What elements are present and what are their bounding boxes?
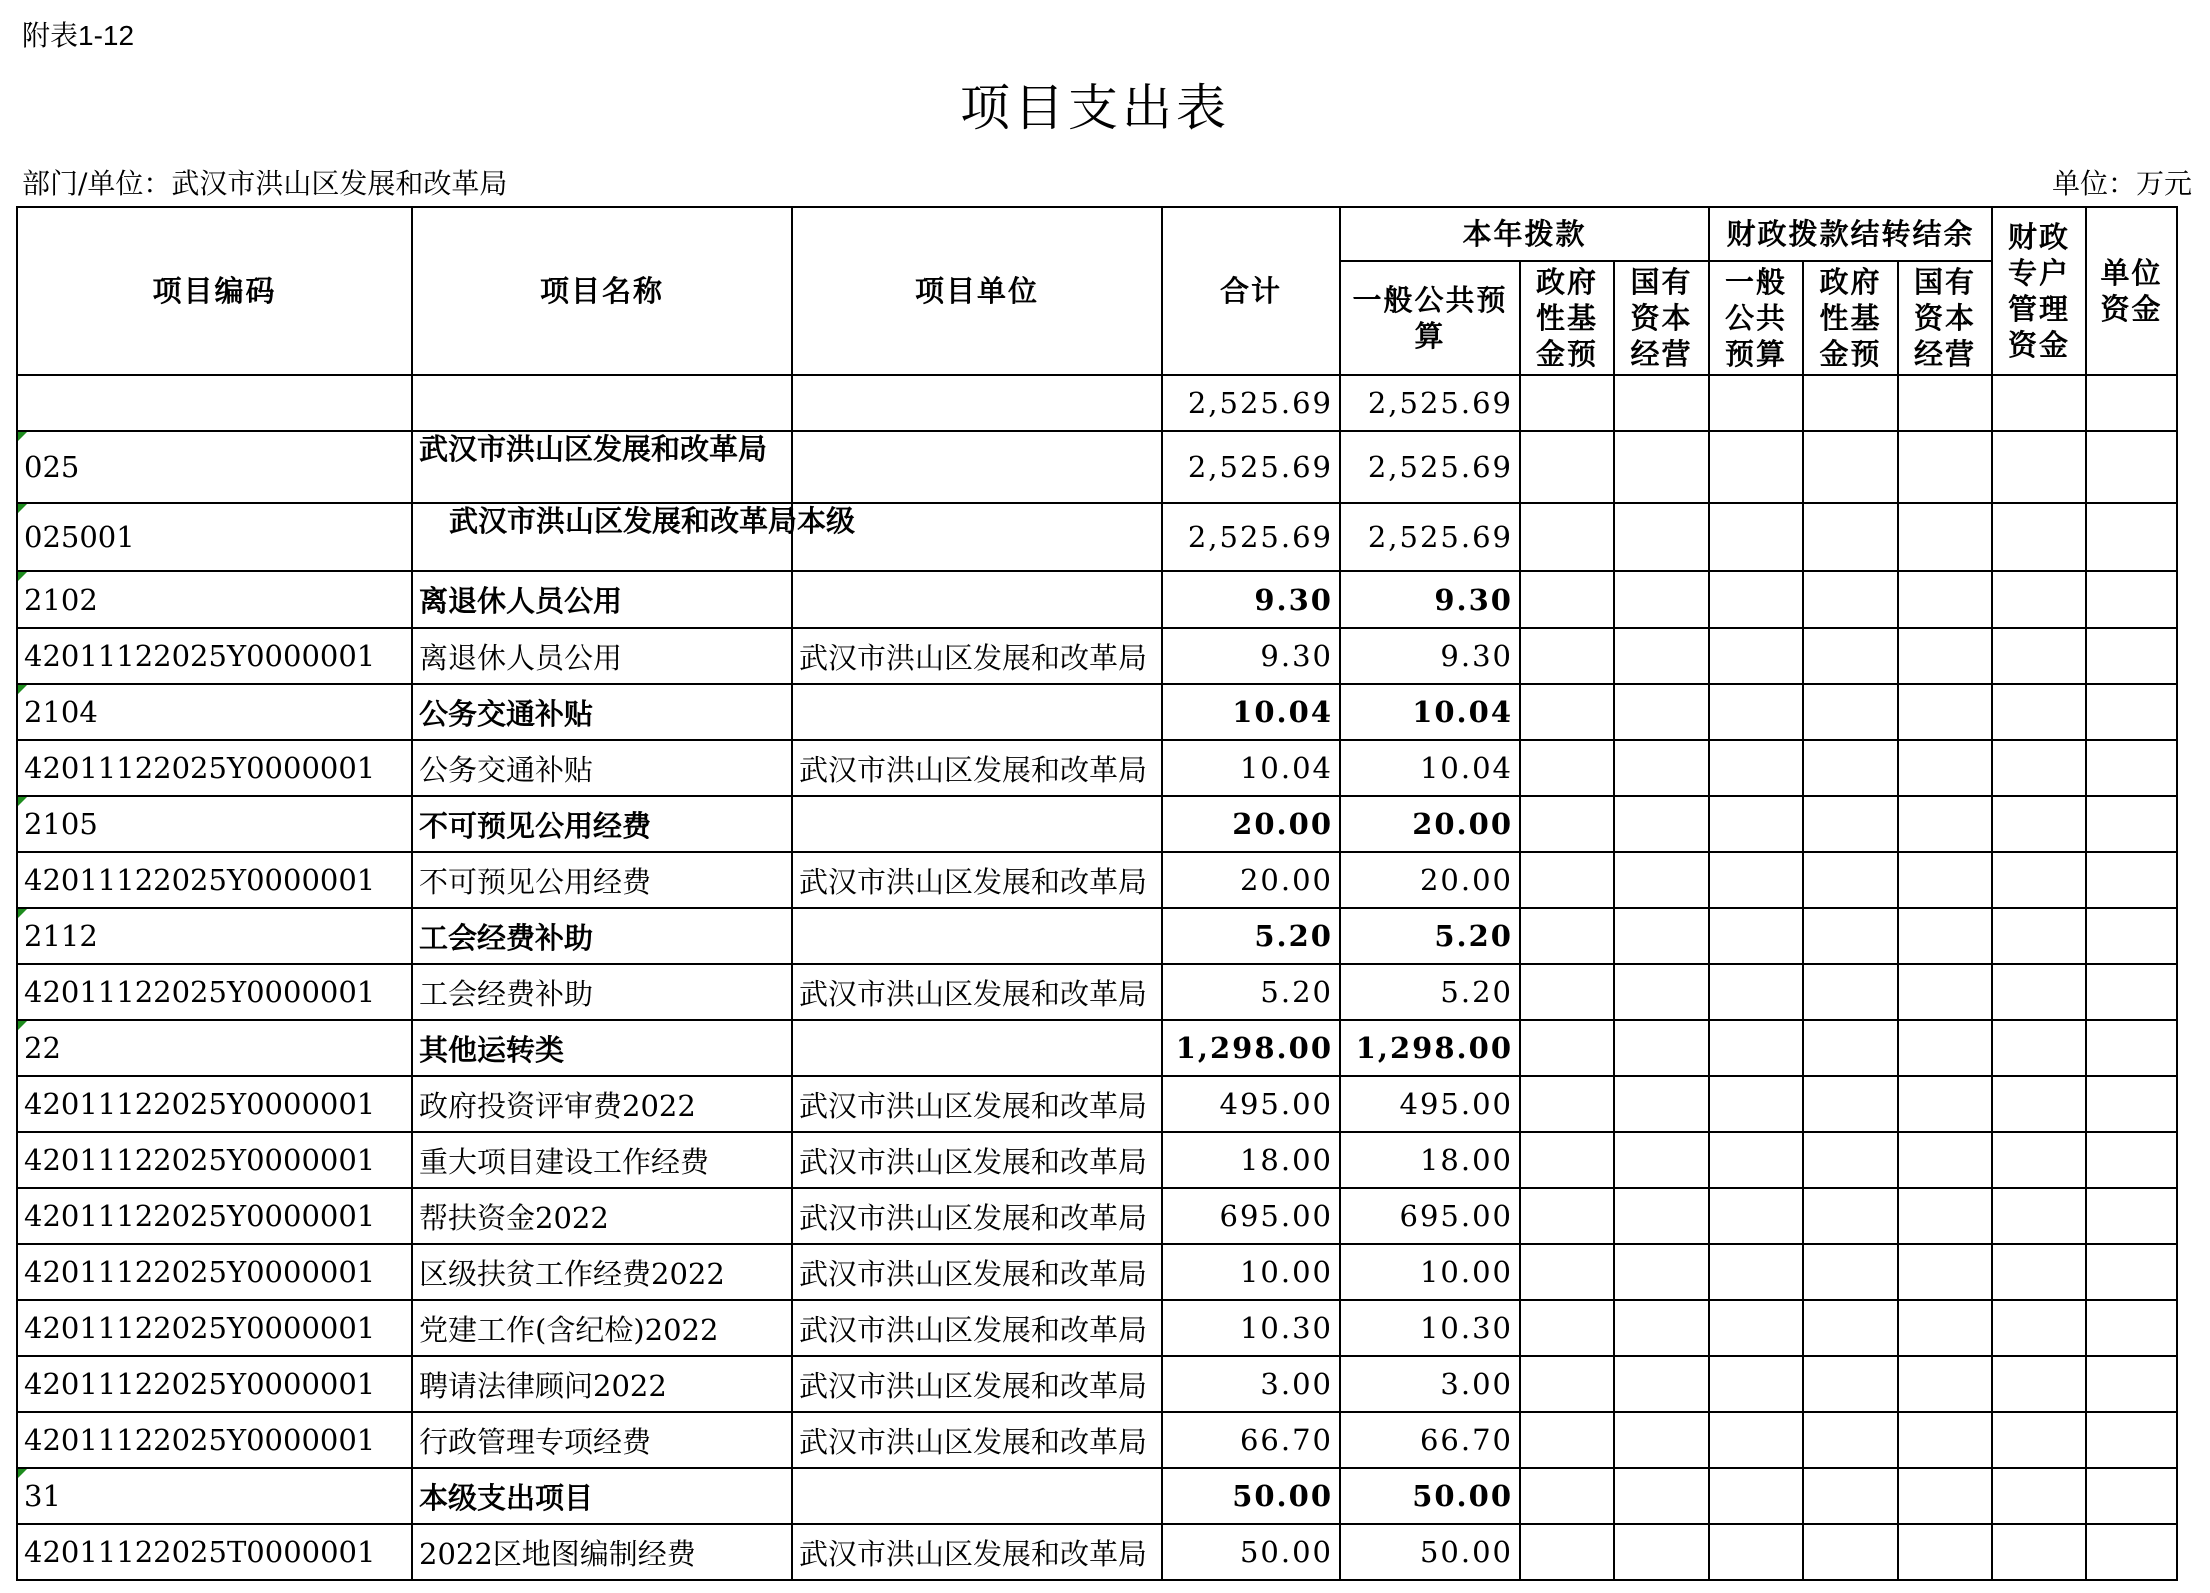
cell-total: 2,525.69: [1162, 431, 1340, 503]
cell-total: 2,525.69: [1162, 503, 1340, 571]
cell-code: 42011122025Y0000001: [17, 1188, 412, 1244]
table-row: [17, 908, 2177, 964]
cell-code: 42011122025Y0000001: [17, 1076, 412, 1132]
cell-code: 42011122025Y0000001: [17, 1412, 412, 1468]
cell-general: 20.00: [1340, 796, 1520, 852]
col-header-state-capital: 国有资本经营: [1614, 261, 1709, 375]
cell-name: 党建工作(含纪检)2022: [412, 1300, 792, 1356]
table-row: [17, 796, 2177, 852]
table-row: [17, 1412, 2177, 1468]
cell-unit: [792, 908, 1162, 964]
table-row: [17, 740, 2177, 796]
cell-code: 42011122025Y0000001: [17, 1244, 412, 1300]
cell-general: 695.00: [1340, 1188, 1520, 1244]
cell-total: 50.00: [1162, 1524, 1340, 1580]
cell-unit: 武汉市洪山区发展和改革局: [792, 1524, 1162, 1580]
cell-code: 42011122025Y0000001: [17, 1300, 412, 1356]
cell-general: 10.30: [1340, 1300, 1520, 1356]
cell-general: 50.00: [1340, 1524, 1520, 1580]
table-row: [17, 375, 2177, 431]
cell-name: 本级支出项目: [412, 1468, 792, 1524]
cell-unit: [792, 796, 1162, 852]
cell-unit: 武汉市洪山区发展和改革局: [792, 1076, 1162, 1132]
cell-code: 42011122025Y0000001: [17, 964, 412, 1020]
cell-total: 695.00: [1162, 1188, 1340, 1244]
cell-general: 2,525.69: [1340, 431, 1520, 503]
cell-general: 10.04: [1340, 684, 1520, 740]
cell-unit: 武汉市洪山区发展和改革局: [792, 1412, 1162, 1468]
cell-total: 66.70: [1162, 1412, 1340, 1468]
cell-name: 不可预见公用经费: [412, 796, 792, 852]
col-header-name: 项目名称: [412, 207, 792, 375]
cell-name: 离退休人员公用: [412, 571, 792, 628]
cell-name: 2022区地图编制经费: [412, 1524, 792, 1580]
col-header-gov-fund: 政府性基金预: [1520, 261, 1614, 375]
cell-general: 2,525.69: [1340, 375, 1520, 431]
table-row: [17, 1300, 2177, 1356]
table-row: [17, 852, 2177, 908]
cell-code: 42011122025Y0000001: [17, 852, 412, 908]
cell-total: 495.00: [1162, 1076, 1340, 1132]
col-header-code: 项目编码: [17, 207, 412, 375]
cell-unit: 武汉市洪山区发展和改革局: [792, 1188, 1162, 1244]
cell-code: 2112: [17, 908, 412, 964]
col-header-total: 合计: [1162, 207, 1340, 375]
cell-code: 42011122025Y0000001: [17, 740, 412, 796]
cell-unit: 武汉市洪山区发展和改革局: [792, 740, 1162, 796]
col-group-current-year: 本年拨款: [1340, 207, 1709, 261]
cell-general: 9.30: [1340, 628, 1520, 684]
cell-code: 42011122025Y0000001: [17, 1132, 412, 1188]
cell-code: 2102: [17, 571, 412, 628]
cell-general: 9.30: [1340, 571, 1520, 628]
cell-code: 2105: [17, 796, 412, 852]
cell-total: 1,298.00: [1162, 1020, 1340, 1076]
cell-total: 9.30: [1162, 571, 1340, 628]
cell-code: [17, 375, 412, 431]
cell-unit: [792, 684, 1162, 740]
table-row: [17, 1244, 2177, 1300]
cell-general: 3.00: [1340, 1356, 1520, 1412]
cell-name: 政府投资评审费2022: [412, 1076, 792, 1132]
cell-name: 区级扶贫工作经费2022: [412, 1244, 792, 1300]
cell-code: 025: [17, 431, 412, 503]
cell-general: 2,525.69: [1340, 503, 1520, 571]
cell-unit: [792, 571, 1162, 628]
col-header-unit: 项目单位: [792, 207, 1162, 375]
cell-unit: 武汉市洪山区发展和改革局: [792, 852, 1162, 908]
cell-name: [412, 375, 792, 431]
table-row: [17, 1468, 2177, 1524]
department-label: 部门/单位：武汉市洪山区发展和改革局: [22, 167, 508, 200]
cell-general: 66.70: [1340, 1412, 1520, 1468]
cell-name: 不可预见公用经费: [412, 852, 792, 908]
cell-unit: [792, 1468, 1162, 1524]
col-header-co-general: 一般公共预算: [1709, 261, 1803, 375]
cell-unit: 武汉市洪山区发展和改革局: [792, 1244, 1162, 1300]
cell-general: 5.20: [1340, 908, 1520, 964]
cell-unit: 武汉市洪山区发展和改革局: [792, 1356, 1162, 1412]
cell-total: 5.20: [1162, 964, 1340, 1020]
col-header-general-budget: 一般公共预算: [1340, 261, 1520, 375]
cell-name: 公务交通补贴: [412, 684, 792, 740]
cell-general: 5.20: [1340, 964, 1520, 1020]
cell-total: 5.20: [1162, 908, 1340, 964]
cell-code: 42011122025T0000001: [17, 1524, 412, 1580]
table-row: [17, 1356, 2177, 1412]
cell-unit: 武汉市洪山区发展和改革局: [792, 1132, 1162, 1188]
cell-general: 10.04: [1340, 740, 1520, 796]
cell-general: 10.00: [1340, 1244, 1520, 1300]
cell-name: 聘请法律顾问2022: [412, 1356, 792, 1412]
cell-total: 3.00: [1162, 1356, 1340, 1412]
cell-general: 495.00: [1340, 1076, 1520, 1132]
cell-name: 工会经费补助: [412, 964, 792, 1020]
cell-total: 9.30: [1162, 628, 1340, 684]
cell-name: 其他运转类: [412, 1020, 792, 1076]
cell-general: 20.00: [1340, 852, 1520, 908]
table-row: [17, 1076, 2177, 1132]
cell-general: 1,298.00: [1340, 1020, 1520, 1076]
cell-total: 10.00: [1162, 1244, 1340, 1300]
table-row: [17, 1188, 2177, 1244]
col-group-carryover: 财政拨款结转结余: [1709, 207, 1992, 261]
cell-total: 10.04: [1162, 740, 1340, 796]
project-expenditure-table: [16, 206, 2178, 1581]
table-row: [17, 628, 2177, 684]
cell-total: 18.00: [1162, 1132, 1340, 1188]
cell-name: 重大项目建设工作经费: [412, 1132, 792, 1188]
cell-total: 10.30: [1162, 1300, 1340, 1356]
cell-total: 50.00: [1162, 1468, 1340, 1524]
cell-total: 20.00: [1162, 852, 1340, 908]
cell-unit: [792, 1020, 1162, 1076]
cell-name: 工会经费补助: [412, 908, 792, 964]
cell-unit: [792, 431, 1162, 503]
cell-total: 2,525.69: [1162, 375, 1340, 431]
cell-unit: 武汉市洪山区发展和改革局: [792, 628, 1162, 684]
cell-code: 31: [17, 1468, 412, 1524]
cell-name: 武汉市洪山区发展和改革局: [412, 431, 792, 503]
cell-general: 18.00: [1340, 1132, 1520, 1188]
table-row: [17, 964, 2177, 1020]
cell-unit: [792, 375, 1162, 431]
col-header-unit-fund: 单位资金: [2086, 207, 2177, 375]
cell-unit: 武汉市洪山区发展和改革局: [792, 964, 1162, 1020]
table-row: [17, 684, 2177, 740]
col-header-special-fund: 财政专户管理资金: [1992, 207, 2086, 375]
cell-name: 离退休人员公用: [412, 628, 792, 684]
page-title: 项目支出表: [960, 79, 1230, 137]
attachment-label: 附表1-12: [22, 20, 135, 51]
cell-code: 42011122025Y0000001: [17, 628, 412, 684]
cell-code: 025001: [17, 503, 412, 571]
col-header-co-state-capital: 国有资本经营: [1898, 261, 1992, 375]
table-row: [17, 503, 2177, 571]
table-row: [17, 1132, 2177, 1188]
cell-total: 10.04: [1162, 684, 1340, 740]
table-row: [17, 431, 2177, 503]
cell-general: 50.00: [1340, 1468, 1520, 1524]
cell-name: 武汉市洪山区发展和改革局本级: [412, 503, 792, 571]
cell-code: 22: [17, 1020, 412, 1076]
cell-code: 42011122025Y0000001: [17, 1356, 412, 1412]
col-header-co-gov-fund: 政府性基金预: [1803, 261, 1898, 375]
unit-label: 单位：万元: [2051, 167, 2192, 200]
cell-name: 帮扶资金2022: [412, 1188, 792, 1244]
cell-total: 20.00: [1162, 796, 1340, 852]
table-row: [17, 571, 2177, 628]
table-row: [17, 1020, 2177, 1076]
cell-name: 公务交通补贴: [412, 740, 792, 796]
cell-name: 行政管理专项经费: [412, 1412, 792, 1468]
cell-unit: 武汉市洪山区发展和改革局: [792, 1300, 1162, 1356]
cell-code: 2104: [17, 684, 412, 740]
table-row: [17, 1524, 2177, 1580]
